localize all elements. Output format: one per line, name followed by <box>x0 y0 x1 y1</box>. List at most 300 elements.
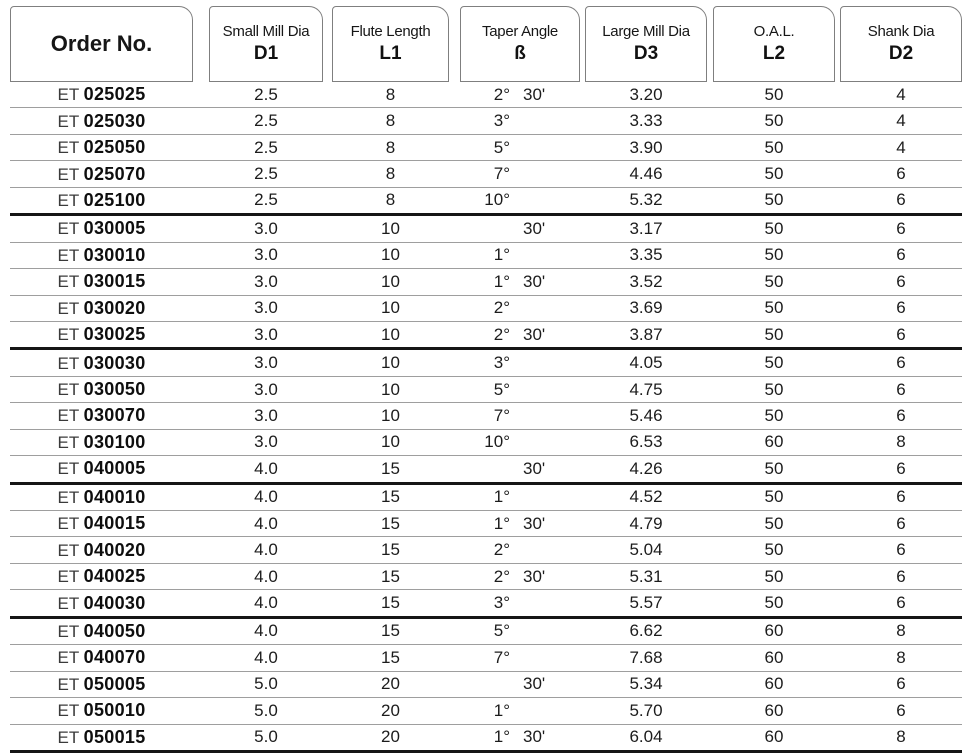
column-label: Large Mill Dia <box>602 22 690 40</box>
order-prefix: ET <box>57 353 79 373</box>
oal-cell: 50 <box>764 405 784 425</box>
table-row <box>10 563 962 589</box>
shank-dia-cell: 8 <box>896 432 906 452</box>
order-no-cell <box>10 324 193 345</box>
small-mill-dia-cell: 4.0 <box>254 647 278 667</box>
order-number: 030070 <box>83 405 146 426</box>
taper-degrees: 2° <box>493 324 510 344</box>
column-header-order-no <box>10 6 193 82</box>
taper-degrees: 3° <box>493 353 510 373</box>
order-prefix: ET <box>57 540 79 560</box>
column-header-small-mill-dia <box>209 6 323 82</box>
order-prefix: ET <box>57 272 79 292</box>
column-label: Order No. <box>50 31 153 57</box>
flute-length-cell: 20 <box>381 674 400 694</box>
order-no-cell <box>10 727 193 748</box>
order-number: 025030 <box>83 110 146 131</box>
large-mill-dia-cell: 3.52 <box>629 271 663 291</box>
large-mill-dia-cell: 4.05 <box>629 353 663 373</box>
order-number: 040025 <box>83 566 146 587</box>
column-label: Small Mill Dia <box>222 22 310 40</box>
table-row <box>10 107 962 133</box>
oal-cell: 60 <box>764 647 784 667</box>
order-prefix: ET <box>57 487 79 507</box>
taper-degrees: 7° <box>493 405 510 425</box>
taper-degrees: 7° <box>493 647 510 667</box>
small-mill-dia-cell: 4.0 <box>254 487 278 507</box>
small-mill-dia-cell: 2.5 <box>254 137 278 157</box>
shank-dia-cell: 6 <box>896 298 906 318</box>
shank-dia-cell: 4 <box>896 111 906 131</box>
order-prefix: ET <box>57 138 79 158</box>
flute-length-cell: 10 <box>381 324 400 344</box>
order-number: 030020 <box>83 297 146 318</box>
table-row <box>10 536 962 562</box>
small-mill-dia-cell: 2.5 <box>254 164 278 184</box>
taper-minutes: 30' <box>523 218 546 238</box>
large-mill-dia-cell: 3.17 <box>629 218 663 238</box>
column-header-shank-dia <box>840 6 962 82</box>
flute-length-cell: 10 <box>381 271 400 291</box>
large-mill-dia-cell: 5.57 <box>629 593 663 613</box>
oal-cell: 50 <box>764 245 784 265</box>
taper-degrees: 10° <box>484 432 510 452</box>
small-mill-dia-cell: 3.0 <box>254 245 278 265</box>
oal-cell: 60 <box>764 432 784 452</box>
shank-dia-cell: 6 <box>896 245 906 265</box>
taper-angle-cell <box>460 272 580 292</box>
order-no-cell <box>10 190 193 211</box>
small-mill-dia-cell: 4.0 <box>254 513 278 533</box>
column-symbol: D3 <box>633 43 659 65</box>
order-prefix: ET <box>57 219 79 239</box>
taper-degrees: 10° <box>484 190 510 210</box>
small-mill-dia-cell: 5.0 <box>254 700 278 720</box>
flute-length-cell: 20 <box>381 700 400 720</box>
table-row <box>10 242 962 268</box>
small-mill-dia-cell: 4.0 <box>254 566 278 586</box>
order-no-cell <box>10 432 193 453</box>
shank-dia-cell: 6 <box>896 674 906 694</box>
shank-dia-cell: 6 <box>896 487 906 507</box>
order-number: 050005 <box>83 673 146 694</box>
taper-minutes: 30' <box>523 324 546 344</box>
order-number: 040015 <box>83 513 146 534</box>
column-header-oal <box>713 6 835 82</box>
column-symbol: D1 <box>253 43 279 65</box>
large-mill-dia-cell: 5.32 <box>629 190 663 210</box>
table-row <box>10 724 962 750</box>
order-number: 050015 <box>83 726 146 747</box>
order-no-cell <box>10 674 193 695</box>
oal-cell: 50 <box>764 111 784 131</box>
taper-minutes: 30' <box>523 674 546 694</box>
flute-length-cell: 8 <box>385 84 396 104</box>
oal-cell: 50 <box>764 379 784 399</box>
taper-degrees: 5° <box>493 137 510 157</box>
large-mill-dia-cell: 4.52 <box>629 487 663 507</box>
table-row <box>10 402 962 428</box>
taper-degrees: 2° <box>493 540 510 560</box>
column-header-taper-angle <box>460 6 580 82</box>
small-mill-dia-cell: 3.0 <box>254 324 278 344</box>
oal-cell: 50 <box>764 190 784 210</box>
order-number: 025100 <box>83 189 146 210</box>
small-mill-dia-cell: 4.0 <box>254 540 278 560</box>
oal-cell: 60 <box>764 674 784 694</box>
flute-length-cell: 15 <box>381 540 400 560</box>
table-row <box>10 160 962 186</box>
order-prefix: ET <box>57 380 79 400</box>
flute-length-cell: 8 <box>385 164 396 184</box>
oal-cell: 60 <box>764 727 784 747</box>
oal-cell: 50 <box>764 566 784 586</box>
order-no-cell <box>10 621 193 642</box>
table-row <box>10 295 962 321</box>
table-row <box>10 455 962 481</box>
oal-cell: 50 <box>764 324 784 344</box>
order-prefix: ET <box>57 85 79 105</box>
order-prefix: ET <box>57 514 79 534</box>
taper-degrees: 2° <box>493 298 510 318</box>
small-mill-dia-cell: 2.5 <box>254 190 278 210</box>
column-label: Shank Dia <box>867 22 935 40</box>
order-no-cell <box>10 84 193 105</box>
taper-angle-cell <box>460 567 580 587</box>
flute-length-cell: 20 <box>381 727 400 747</box>
table-row <box>10 616 962 644</box>
shank-dia-cell: 8 <box>896 727 906 747</box>
oal-cell: 50 <box>764 298 784 318</box>
taper-angle-cell <box>460 190 580 210</box>
table-row <box>10 347 962 375</box>
shank-dia-cell: 8 <box>896 621 906 641</box>
taper-minutes: 30' <box>523 271 546 291</box>
flute-length-cell: 10 <box>381 353 400 373</box>
taper-degrees: 1° <box>493 271 510 291</box>
column-symbol: D2 <box>888 43 914 65</box>
order-number: 030010 <box>83 244 146 265</box>
large-mill-dia-cell: 3.90 <box>629 137 663 157</box>
large-mill-dia-cell: 5.31 <box>629 566 663 586</box>
order-prefix: ET <box>57 674 79 694</box>
small-mill-dia-cell: 4.0 <box>254 593 278 613</box>
oal-cell: 50 <box>764 84 784 104</box>
large-mill-dia-cell: 5.04 <box>629 540 663 560</box>
small-mill-dia-cell: 4.0 <box>254 458 278 478</box>
oal-cell: 60 <box>764 700 784 720</box>
order-no-cell <box>10 137 193 158</box>
shank-dia-cell: 6 <box>896 218 906 238</box>
oal-cell: 50 <box>764 218 784 238</box>
flute-length-cell: 10 <box>381 298 400 318</box>
order-no-cell <box>10 111 193 132</box>
taper-angle-cell <box>460 325 580 345</box>
order-number: 040030 <box>83 592 146 613</box>
flute-length-cell: 8 <box>385 111 396 131</box>
table-row <box>10 321 962 347</box>
taper-angle-cell <box>460 219 580 239</box>
order-prefix: ET <box>57 111 79 131</box>
order-no-cell <box>10 379 193 400</box>
taper-degrees: 1° <box>493 513 510 533</box>
taper-degrees: 1° <box>493 487 510 507</box>
order-no-cell <box>10 513 193 534</box>
column-header-large-mill-dia <box>585 6 707 82</box>
large-mill-dia-cell: 5.70 <box>629 700 663 720</box>
taper-minutes: 30' <box>523 458 546 478</box>
taper-angle-cell <box>460 487 580 507</box>
shank-dia-cell: 6 <box>896 190 906 210</box>
shank-dia-cell: 6 <box>896 353 906 373</box>
order-prefix: ET <box>57 406 79 426</box>
taper-angle-cell <box>460 85 580 105</box>
large-mill-dia-cell: 3.69 <box>629 298 663 318</box>
order-no-cell <box>10 405 193 426</box>
order-no-cell <box>10 458 193 479</box>
table-row <box>10 429 962 455</box>
order-number: 040010 <box>83 486 146 507</box>
taper-angle-cell <box>460 674 580 694</box>
oal-cell: 60 <box>764 621 784 641</box>
taper-angle-cell <box>460 245 580 265</box>
order-prefix: ET <box>57 621 79 641</box>
order-number: 025070 <box>83 163 146 184</box>
flute-length-cell: 15 <box>381 621 400 641</box>
shank-dia-cell: 6 <box>896 405 906 425</box>
order-no-cell <box>10 271 193 292</box>
large-mill-dia-cell: 3.20 <box>629 84 663 104</box>
large-mill-dia-cell: 4.79 <box>629 513 663 533</box>
order-prefix: ET <box>57 190 79 210</box>
large-mill-dia-cell: 5.46 <box>629 405 663 425</box>
order-prefix: ET <box>57 459 79 479</box>
taper-minutes: 30' <box>523 513 546 533</box>
order-no-cell <box>10 593 193 614</box>
order-prefix: ET <box>57 432 79 452</box>
order-number: 040070 <box>83 647 146 668</box>
shank-dia-cell: 6 <box>896 513 906 533</box>
taper-degrees: 5° <box>493 621 510 641</box>
flute-length-cell: 8 <box>385 137 396 157</box>
table-row <box>10 671 962 697</box>
large-mill-dia-cell: 5.34 <box>629 674 663 694</box>
small-mill-dia-cell: 3.0 <box>254 353 278 373</box>
column-symbol: L1 <box>379 43 402 65</box>
order-prefix: ET <box>57 701 79 721</box>
order-prefix: ET <box>57 164 79 184</box>
shank-dia-cell: 6 <box>896 458 906 478</box>
oal-cell: 50 <box>764 487 784 507</box>
order-number: 040050 <box>83 620 146 641</box>
order-no-cell <box>10 566 193 587</box>
order-number: 025025 <box>83 84 146 105</box>
flute-length-cell: 10 <box>381 218 400 238</box>
taper-degrees: 3° <box>493 593 510 613</box>
taper-degrees: 2° <box>493 566 510 586</box>
taper-angle-cell <box>460 380 580 400</box>
flute-length-cell: 10 <box>381 379 400 399</box>
small-mill-dia-cell: 5.0 <box>254 727 278 747</box>
taper-angle-cell <box>460 621 580 641</box>
order-number: 040005 <box>83 458 146 479</box>
large-mill-dia-cell: 4.26 <box>629 458 663 478</box>
order-prefix: ET <box>57 593 79 613</box>
taper-angle-cell <box>460 727 580 747</box>
order-prefix: ET <box>57 325 79 345</box>
oal-cell: 50 <box>764 540 784 560</box>
order-number: 030015 <box>83 271 146 292</box>
shank-dia-cell: 6 <box>896 379 906 399</box>
shank-dia-cell: 6 <box>896 324 906 344</box>
oal-cell: 50 <box>764 593 784 613</box>
large-mill-dia-cell: 4.46 <box>629 164 663 184</box>
large-mill-dia-cell: 6.53 <box>629 432 663 452</box>
flute-length-cell: 15 <box>381 458 400 478</box>
order-no-cell <box>10 245 193 266</box>
order-number: 030050 <box>83 379 146 400</box>
shank-dia-cell: 4 <box>896 137 906 157</box>
order-prefix: ET <box>57 648 79 668</box>
small-mill-dia-cell: 3.0 <box>254 271 278 291</box>
shank-dia-cell: 4 <box>896 84 906 104</box>
table-row <box>10 482 962 510</box>
column-label: Flute Length <box>350 22 431 40</box>
taper-minutes: 30' <box>523 727 546 747</box>
order-prefix: ET <box>57 727 79 747</box>
small-mill-dia-cell: 3.0 <box>254 405 278 425</box>
taper-angle-cell <box>460 701 580 721</box>
small-mill-dia-cell: 2.5 <box>254 111 278 131</box>
order-no-cell <box>10 487 193 508</box>
oal-cell: 50 <box>764 137 784 157</box>
order-no-cell <box>10 298 193 319</box>
taper-angle-cell <box>460 459 580 479</box>
taper-degrees: 1° <box>493 700 510 720</box>
taper-minutes: 30' <box>523 566 546 586</box>
order-no-cell <box>10 700 193 721</box>
order-number: 050010 <box>83 700 146 721</box>
taper-angle-cell <box>460 138 580 158</box>
shank-dia-cell: 6 <box>896 700 906 720</box>
taper-angle-cell <box>460 540 580 560</box>
order-no-cell <box>10 647 193 668</box>
taper-degrees: 7° <box>493 164 510 184</box>
table-row <box>10 376 962 402</box>
taper-minutes: 30' <box>523 84 546 104</box>
order-no-cell <box>10 218 193 239</box>
taper-degrees: 1° <box>493 245 510 265</box>
small-mill-dia-cell: 3.0 <box>254 379 278 399</box>
order-prefix: ET <box>57 298 79 318</box>
flute-length-cell: 15 <box>381 487 400 507</box>
column-symbol: L2 <box>762 43 786 65</box>
order-prefix: ET <box>57 567 79 587</box>
flute-length-cell: 8 <box>385 190 396 210</box>
large-mill-dia-cell: 6.04 <box>629 727 663 747</box>
table-row <box>10 697 962 723</box>
table-row <box>10 213 962 241</box>
small-mill-dia-cell: 3.0 <box>254 218 278 238</box>
shank-dia-cell: 6 <box>896 540 906 560</box>
small-mill-dia-cell: 4.0 <box>254 621 278 641</box>
order-number: 030030 <box>83 352 146 373</box>
order-number: 040020 <box>83 539 146 560</box>
taper-degrees: 5° <box>493 379 510 399</box>
oal-cell: 50 <box>764 271 784 291</box>
flute-length-cell: 10 <box>381 245 400 265</box>
shank-dia-cell: 8 <box>896 647 906 667</box>
table-row <box>10 187 962 213</box>
large-mill-dia-cell: 6.62 <box>629 621 663 641</box>
large-mill-dia-cell: 4.75 <box>629 379 663 399</box>
table-row <box>10 644 962 670</box>
small-mill-dia-cell: 3.0 <box>254 298 278 318</box>
table-row <box>10 268 962 294</box>
table-row <box>10 589 962 615</box>
taper-angle-cell <box>460 593 580 613</box>
oal-cell: 50 <box>764 353 784 373</box>
taper-degrees: 1° <box>493 727 510 747</box>
order-number: 030005 <box>83 218 146 239</box>
order-number: 030025 <box>83 324 146 345</box>
column-symbol: ß <box>514 43 526 65</box>
flute-length-cell: 15 <box>381 593 400 613</box>
flute-length-cell: 15 <box>381 566 400 586</box>
flute-length-cell: 15 <box>381 647 400 667</box>
column-header-flute-length <box>332 6 449 82</box>
order-number: 025050 <box>83 137 146 158</box>
taper-angle-cell <box>460 432 580 452</box>
order-number: 030100 <box>83 431 146 452</box>
large-mill-dia-cell: 3.33 <box>629 111 663 131</box>
taper-angle-cell <box>460 406 580 426</box>
flute-length-cell: 10 <box>381 405 400 425</box>
small-mill-dia-cell: 2.5 <box>254 84 278 104</box>
column-label: O.A.L. <box>753 22 795 40</box>
shank-dia-cell: 6 <box>896 271 906 291</box>
large-mill-dia-cell: 7.68 <box>629 647 663 667</box>
oal-cell: 50 <box>764 164 784 184</box>
large-mill-dia-cell: 3.35 <box>629 245 663 265</box>
small-mill-dia-cell: 5.0 <box>254 674 278 694</box>
taper-degrees: 2° <box>493 84 510 104</box>
table-row <box>10 510 962 536</box>
column-label: Taper Angle <box>482 22 558 40</box>
oal-cell: 50 <box>764 513 784 533</box>
order-no-cell <box>10 164 193 185</box>
taper-angle-cell <box>460 353 580 373</box>
table-body <box>10 82 962 753</box>
shank-dia-cell: 6 <box>896 593 906 613</box>
taper-angle-cell <box>460 514 580 534</box>
taper-angle-cell <box>460 111 580 131</box>
small-mill-dia-cell: 3.0 <box>254 432 278 452</box>
large-mill-dia-cell: 3.87 <box>629 324 663 344</box>
shank-dia-cell: 6 <box>896 566 906 586</box>
taper-angle-cell <box>460 648 580 668</box>
shank-dia-cell: 6 <box>896 164 906 184</box>
taper-angle-cell <box>460 298 580 318</box>
table-row <box>10 82 962 107</box>
oal-cell: 50 <box>764 458 784 478</box>
order-no-cell <box>10 540 193 561</box>
table-row <box>10 134 962 160</box>
taper-angle-cell <box>460 164 580 184</box>
order-no-cell <box>10 353 193 374</box>
flute-length-cell: 15 <box>381 513 400 533</box>
flute-length-cell: 10 <box>381 432 400 452</box>
